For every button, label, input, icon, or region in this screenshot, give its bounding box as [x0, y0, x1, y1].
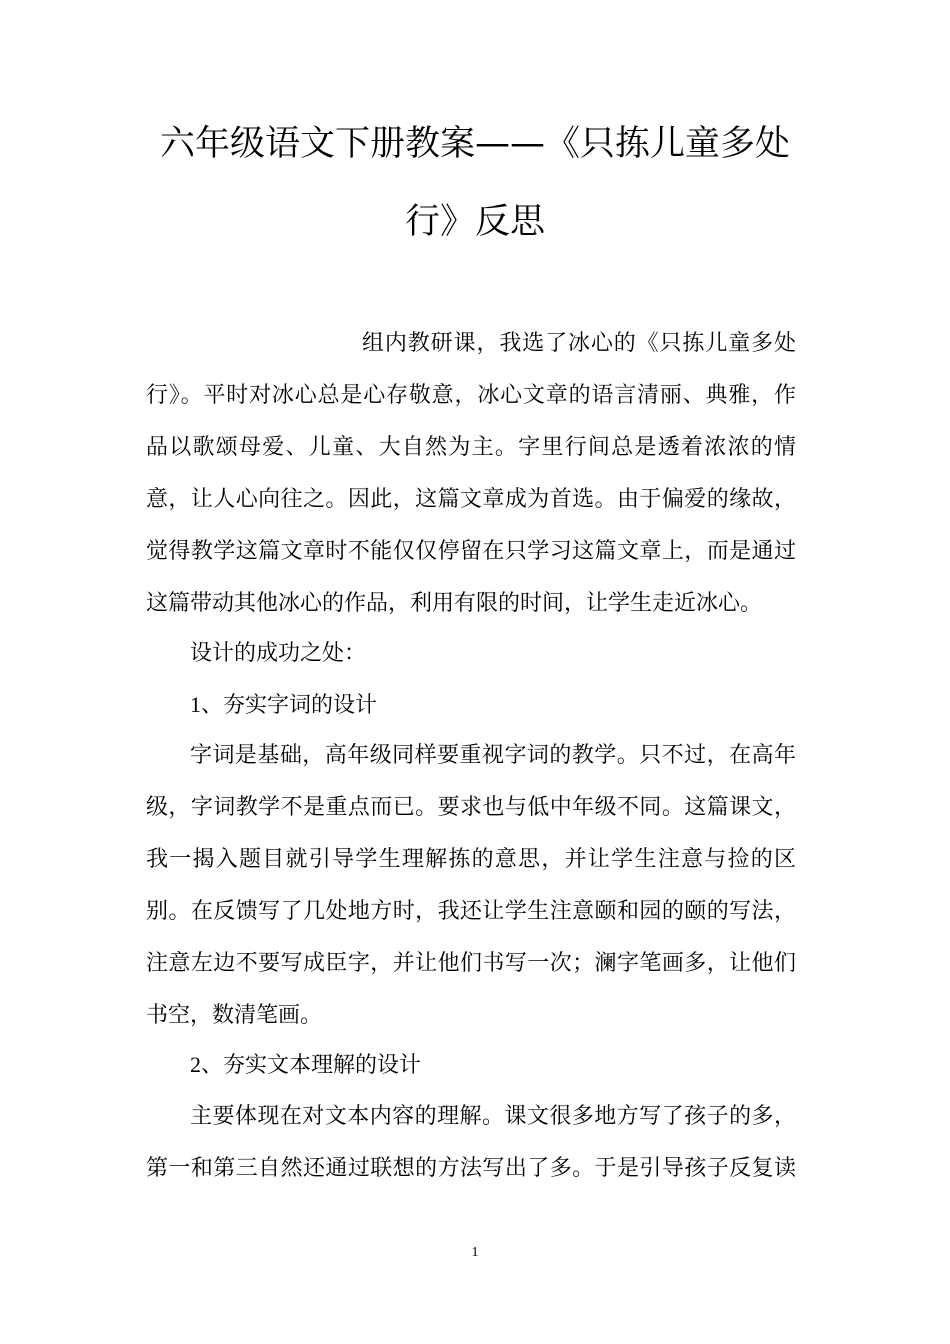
- paragraph-2-line-6: 书空，数清笔画。: [146, 1003, 323, 1028]
- paragraph-1-line-5: 觉得教学这篇文章时不能仅仅停留在只学习这篇文章上，而是通过: [146, 539, 796, 564]
- paragraph-3-line-2: 第一和第三自然还通过联想的方法写出了多。于是引导孩子反复读: [146, 1156, 796, 1181]
- paragraph-2-line-5: 注意左边不要写成臣字，并让他们书写一次；澜字笔画多，让他们: [146, 951, 796, 976]
- document-title-line-2: 行》反思: [404, 202, 545, 242]
- heading-2-number: 2: [190, 1052, 201, 1077]
- paragraph-1-line-1: 组内教研课，我选了冰心的《只拣儿童多处: [362, 331, 796, 356]
- paragraph-1-line-3: 品以歌颂母爱、儿童、大自然为主。字里行间总是透着浓浓的情: [146, 435, 796, 460]
- paragraph-2-line-4: 别。在反馈写了几处地方时，我还让学生注意颐和园的颐的写法，: [146, 899, 796, 924]
- heading-2: [190, 1050, 796, 1081]
- paragraph-1-line-4: 意，让人心向往之。因此，这篇文章成为首选。由于偏爱的缘故，: [146, 487, 796, 512]
- paragraph-2-line-2: 级，字词教学不是重点而已。要求也与低中年级不同。这篇课文，: [146, 795, 796, 820]
- section-intro: 设计的成功之处：: [190, 641, 367, 666]
- paragraph-2-line-3: 我一揭入题目就引导学生理解拣的意思，并让学生注意与捡的区: [146, 847, 796, 872]
- heading-2-text: 、夯实文本理解的设计: [201, 1053, 422, 1078]
- paragraph-2-line-1: 字词是基础，高年级同样要重视字词的教学。只不过，在高年: [190, 743, 796, 768]
- paragraph-1-line-2: 行》。平时对冰心总是心存敬意，冰心文章的语言清丽、典雅，作: [146, 383, 796, 408]
- heading-1-text: 、夯实字词的设计: [201, 693, 378, 718]
- paragraph-1-line-6: 这篇带动其他冰心的作品，利用有限的时间，让学生走近冰心。: [146, 591, 763, 616]
- document-title-line-1: 六年级语文下册教案——《只拣儿童多处: [159, 124, 790, 164]
- heading-1-number: 1: [190, 692, 201, 717]
- heading-1: [190, 690, 796, 721]
- paragraph-3-line-1: 主要体现在对文本内容的理解。课文很多地方写了孩子的多，: [190, 1104, 796, 1129]
- page-number: 1: [471, 1245, 479, 1260]
